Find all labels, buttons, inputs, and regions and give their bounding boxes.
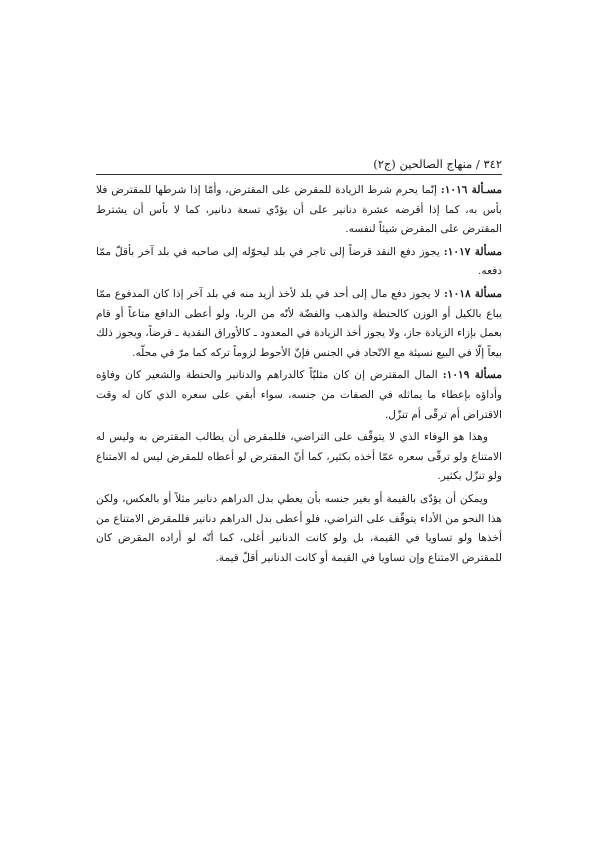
paragraph-text: وهذا هو الوفاء الذي لا يتوقّف على التراضي، فللمقرض أن يطالب المقترض به وليس له الامتناع ولو ترقّى سعره عمّا أخذه بكثير، كما أنّ المقترض لو أعطاه للمقرض ليس له الامتناع ولو تنزّل بكثير. — [96, 431, 502, 483]
paragraph-text: المال المقترض إن كان مثليّاً كالدراهم والدنانير والحنطة والشعير كان وفاؤه وأداؤه بإعطاء ما يماثله في الصفات من جنسه، سواء أبقي على سعره الذي كان له وقت الاقتراض أم ترقّى أم تنزّل. — [96, 369, 502, 421]
header-rule — [96, 174, 502, 175]
masala-number: مسألة ١٠١٧: — [443, 245, 503, 258]
paragraph-qima — [96, 490, 502, 568]
paragraph-masala-1017 — [96, 243, 502, 282]
running-head: ٣٤٢ / منهاج الصالحين (ج٢) — [373, 157, 502, 171]
paragraph-masala-1016 — [96, 181, 502, 240]
paragraph-text: ويمكن أن يؤدّى بالقيمة أو بغير جنسه بأن يعطي بدل الدراهم دنانير مثلاً أو بالعكس، ولكن هذا النحو من الأداء يتوقّف على التراضي، فلو أعطى بدل الدراهم دنانير فللمقرض الامتناع من أخذها ولو تساويا في القيمة، بل ولو كانت الدنانير أغلى، كما أنّه لو أراده المقرض كان للمقترض الامتناع وإن تساويا في القيمة أو كانت الدنانير أقلّ قيمة. — [96, 492, 502, 564]
paragraph-text: إنّما يحرم شرط الزيادة للمقرض على المقترض، وأمّا إذا شرطها للمقترض فلا بأس به، كما إذا أقرضه عشرة دنانير على أن يؤدّي تسعة دنانير، كما لا بأس أن يشترط المقترض على المقرض شيئاً لنفسه. — [96, 184, 502, 236]
masala-number: مسألة ١٠١٩: — [442, 369, 502, 382]
paragraph-text: يجوز دفع النقد قرضاً إلى تاجر في بلد ليحوّله إلى صاحبه في بلد آخر بأقلّ ممّا دفعه. — [96, 245, 502, 278]
masala-number: مسـألة ١٠١٦: — [440, 184, 502, 196]
body-text — [96, 181, 502, 571]
paragraph-masala-1018 — [96, 285, 502, 363]
paragraph-wafa — [96, 428, 502, 487]
paragraph-text: لا يجوز دفع مال إلى أحد في بلد لأخذ أزيد منه في بلد آخر إذا كان المدفوع ممّا يباع بالكيل أو الوزن كالحنطة والذهب والفضّة لأنّه من الربا، ولو أعطى الدافع متاعاً أو قام بعمل بإزاء الزيادة جاز، ولا يجوز أخذ الزيادة في المعدود ـ كالأوراق النقدية ـ قرضاً، ويجوز ذلك بيعاً إلّا في البيع نسيئة مع الاتّحاد في الجنس فإنّ الأحوط لزوماً تركه كما مرّ في محلّه. — [96, 287, 502, 359]
masala-number: مسألة ١٠١٨: — [444, 287, 502, 300]
paragraph-masala-1019 — [96, 366, 502, 425]
